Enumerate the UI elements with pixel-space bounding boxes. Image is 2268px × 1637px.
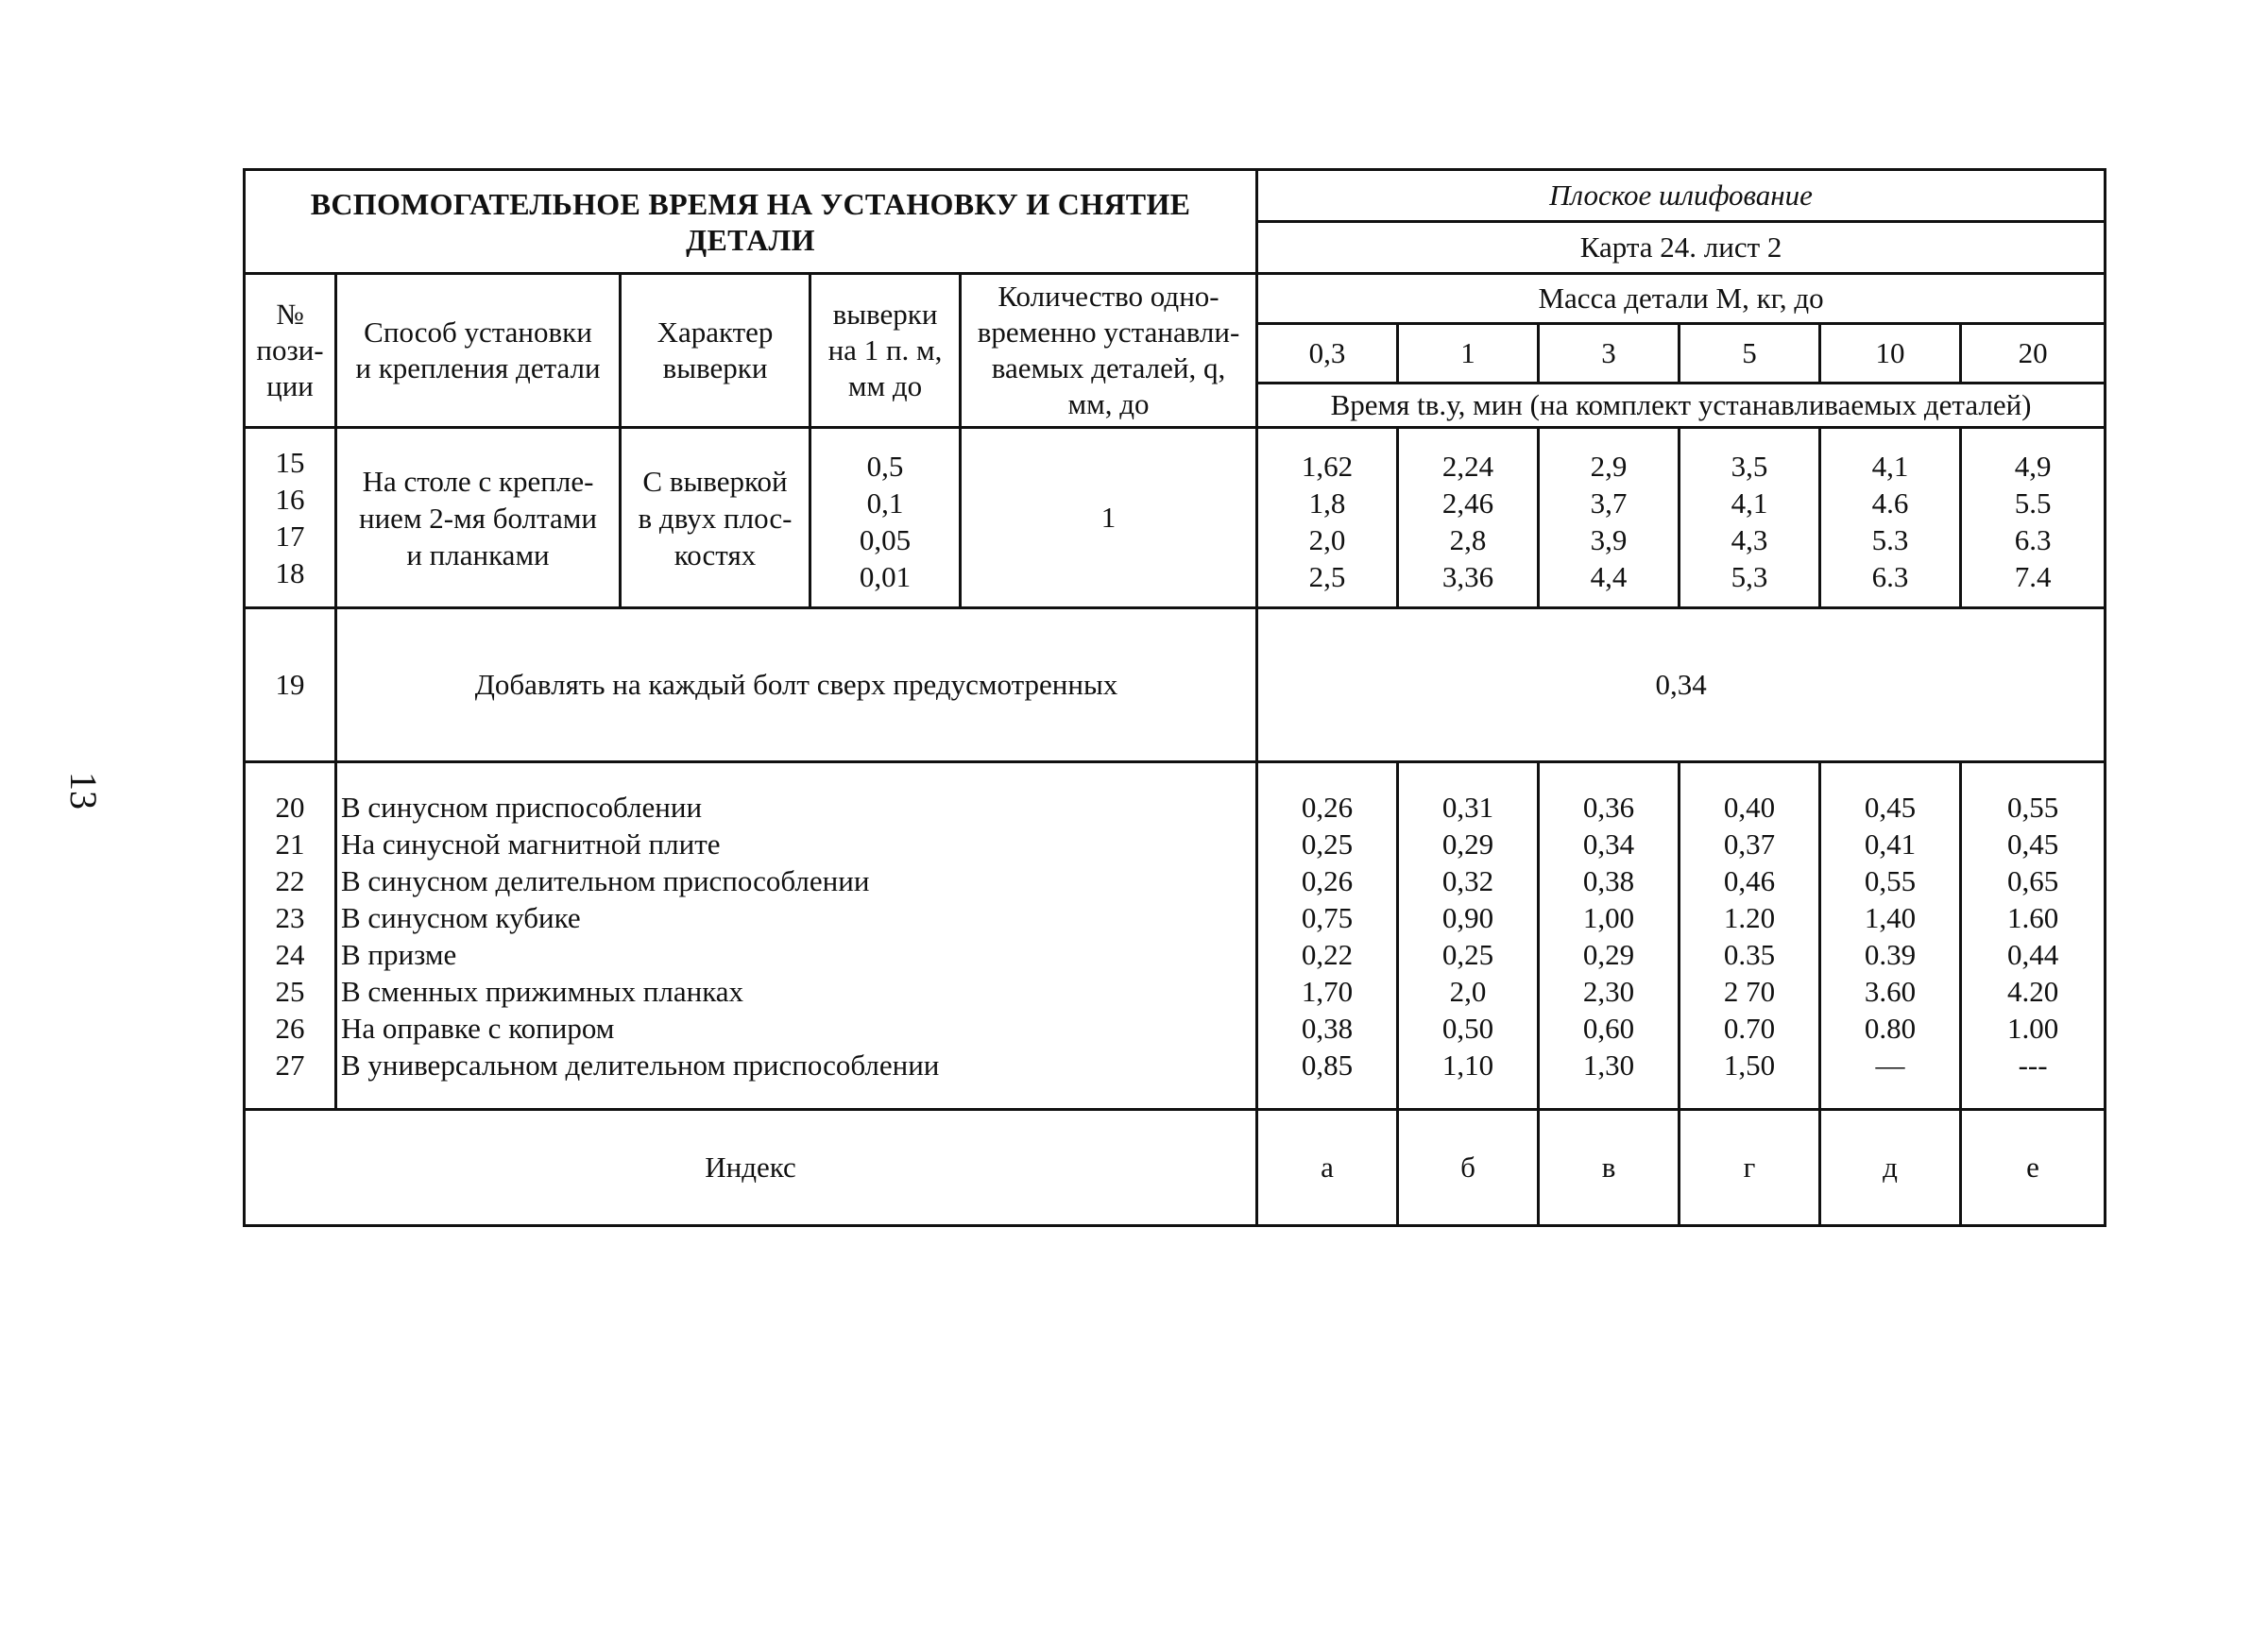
time-value: 0,45 xyxy=(1864,790,1917,824)
time-cell xyxy=(1257,762,1398,1110)
time-value: 0,60 xyxy=(1582,1011,1635,1045)
time-value: 0,29 xyxy=(1582,937,1635,971)
method-line: В сменных прижимных планках xyxy=(341,974,744,1008)
time-cell xyxy=(1539,762,1680,1110)
index-letter: е xyxy=(1961,1110,2106,1226)
time-value: 0,90 xyxy=(1441,900,1494,934)
time-value: 3,7 xyxy=(1590,486,1628,520)
time-value: 0,46 xyxy=(1723,863,1776,897)
time-value: 6.3 xyxy=(1871,560,1909,593)
time-value: 2 70 xyxy=(1723,974,1776,1008)
time-cell xyxy=(1680,428,1820,608)
time-value: 0,22 xyxy=(1301,937,1354,971)
col-quantity-line: временно устанавли- xyxy=(977,315,1240,349)
position-number: 20 xyxy=(275,790,305,824)
alignment-cell xyxy=(810,428,961,608)
col-quantity-line: Количество одно- xyxy=(998,280,1219,313)
time-value: 2,5 xyxy=(1308,560,1346,593)
time-value: 3,36 xyxy=(1441,560,1494,593)
position-number: 17 xyxy=(275,520,305,553)
mass-value: 20 xyxy=(1961,324,2106,384)
time-value: 1,62 xyxy=(1301,450,1354,483)
time-value: 0,26 xyxy=(1301,790,1354,824)
position-number: 27 xyxy=(275,1048,305,1082)
time-value: 0,55 xyxy=(1864,863,1917,897)
time-value: 5,3 xyxy=(1731,560,1768,593)
time-value: 0,55 xyxy=(2006,790,2059,824)
character-line: С выверкой xyxy=(642,464,788,498)
time-value: 2,0 xyxy=(1449,974,1487,1008)
time-value: 0,29 xyxy=(1441,827,1494,861)
method-cell xyxy=(336,428,621,608)
position-number: 15 xyxy=(275,446,305,479)
time-value: 4.20 xyxy=(2006,974,2059,1008)
col-alignment-line: на 1 п. м, xyxy=(827,333,943,367)
time-cell xyxy=(1398,428,1539,608)
time-cell xyxy=(1961,428,2106,608)
table-row xyxy=(245,428,2106,608)
time-value: 2,8 xyxy=(1449,523,1487,556)
time-value: 0,36 xyxy=(1582,790,1635,824)
position-number: 23 xyxy=(275,900,305,934)
time-value: 3.60 xyxy=(1864,974,1917,1008)
time-cell xyxy=(1257,428,1398,608)
card-number: Карта 24. лист 2 xyxy=(1257,222,2106,274)
time-value: 0.39 xyxy=(1864,937,1917,971)
position-number: 22 xyxy=(275,863,305,897)
index-letter: г xyxy=(1680,1110,1820,1226)
time-value: 7.4 xyxy=(2014,560,2052,593)
time-value: 4.6 xyxy=(1871,486,1909,520)
time-cell xyxy=(1961,762,2106,1110)
time-value: 1,40 xyxy=(1864,900,1917,934)
time-value: 0.80 xyxy=(1864,1011,1917,1045)
time-value: 4,1 xyxy=(1731,486,1768,520)
method-line: В универсальном делительном приспособлении xyxy=(341,1048,940,1082)
time-value: 0,25 xyxy=(1441,937,1494,971)
character-line: в двух плос- xyxy=(638,501,793,535)
col-character-header xyxy=(621,274,810,428)
time-value: 1,30 xyxy=(1582,1048,1635,1082)
character-line: костях xyxy=(674,537,757,571)
alignment-value: 0,5 xyxy=(866,450,904,483)
time-cell xyxy=(1398,762,1539,1110)
time-cell xyxy=(1680,762,1820,1110)
index-label: Индекс xyxy=(245,1110,1257,1226)
index-letter: а xyxy=(1257,1110,1398,1226)
methods-cell xyxy=(336,762,1257,1110)
time-cell xyxy=(1820,428,1961,608)
mass-value: 0,3 xyxy=(1257,324,1398,384)
time-value: 5.5 xyxy=(2014,486,2052,520)
time-value: 5.3 xyxy=(1871,523,1909,556)
col-quantity-line: ваемых деталей, q, xyxy=(991,351,1226,384)
alignment-value: 0,05 xyxy=(859,523,912,556)
index-row xyxy=(245,1110,2106,1226)
time-value: 1,10 xyxy=(1441,1048,1494,1082)
section-title: Плоское шлифование xyxy=(1257,170,2106,222)
time-value: 0.35 xyxy=(1723,937,1776,971)
position-number: 25 xyxy=(275,974,305,1008)
time-value: 2,30 xyxy=(1582,974,1635,1008)
col-position-line: пози- xyxy=(256,333,324,367)
method-text: Добавлять на каждый болт сверх предусмотренных xyxy=(336,608,1257,762)
method-line: На оправке с копиром xyxy=(341,1011,615,1045)
time-value: 2,9 xyxy=(1590,450,1628,483)
time-value: 1.60 xyxy=(2006,900,2059,934)
col-alignment-header xyxy=(810,274,961,428)
col-position-line: ции xyxy=(266,369,314,402)
time-value: 0,75 xyxy=(1301,900,1354,934)
table-title: ВСПОМОГАТЕЛЬНОЕ ВРЕМЯ НА УСТАНОВКУ И СНЯТИЕ ДЕТАЛИ xyxy=(245,170,1257,274)
method-line: На синусной магнитной плите xyxy=(341,827,721,861)
col-method-header xyxy=(336,274,621,428)
col-character-line: выверки xyxy=(662,351,768,384)
col-character-line: Характер xyxy=(657,315,774,349)
time-value: 0.70 xyxy=(1723,1011,1776,1045)
method-line: В синусном кубике xyxy=(341,900,581,934)
col-position-header xyxy=(245,274,336,428)
table-row xyxy=(245,762,2106,1110)
position-number: 26 xyxy=(275,1011,305,1045)
time-value: 0,37 xyxy=(1723,827,1776,861)
title-row xyxy=(245,170,2106,222)
positions-cell xyxy=(245,762,336,1110)
method-line: На столе с крепле- xyxy=(362,464,594,498)
time-value: 1.00 xyxy=(2006,1011,2059,1045)
col-method-line: и крепления детали xyxy=(355,351,601,384)
time-value: 0,44 xyxy=(2006,937,2059,971)
time-value: 0,40 xyxy=(1723,790,1776,824)
position-number: 19 xyxy=(245,608,336,762)
time-value: 0,32 xyxy=(1441,863,1494,897)
time-value: — xyxy=(1875,1048,1905,1082)
page-number: 13 xyxy=(62,772,105,810)
time-header: Время tв.у, мин (на комплект устанавливаемых деталей) xyxy=(1257,384,2106,428)
alignment-value: 0,1 xyxy=(866,486,904,520)
time-value: 0,85 xyxy=(1301,1048,1354,1082)
norm-table xyxy=(243,168,2106,1227)
time-value: 0,41 xyxy=(1864,827,1917,861)
method-line: В синусном делительном приспособлении xyxy=(341,863,870,897)
positions-cell xyxy=(245,428,336,608)
index-letter: д xyxy=(1820,1110,1961,1226)
position-number: 18 xyxy=(275,556,305,589)
time-value: 1,70 xyxy=(1301,974,1354,1008)
time-value: 2,24 xyxy=(1441,450,1494,483)
time-cell xyxy=(1539,428,1680,608)
mass-value: 10 xyxy=(1820,324,1961,384)
time-value: 4,9 xyxy=(2014,450,2052,483)
time-value: 0,38 xyxy=(1582,863,1635,897)
character-cell xyxy=(621,428,810,608)
time-value: 0,31 xyxy=(1441,790,1494,824)
position-number: 16 xyxy=(275,483,305,516)
col-alignment-line: мм до xyxy=(847,369,923,402)
time-value: 0,50 xyxy=(1441,1011,1494,1045)
method-line: и планками xyxy=(406,537,550,571)
time-value: 0,38 xyxy=(1301,1011,1354,1045)
time-value: 1.20 xyxy=(1723,900,1776,934)
col-quantity-header xyxy=(961,274,1257,428)
time-value: 4,1 xyxy=(1871,450,1909,483)
col-method-line: Способ установки xyxy=(364,315,592,349)
method-line: В синусном приспособлении xyxy=(341,790,703,824)
mass-header: Масса детали М, кг, до xyxy=(1257,274,2106,324)
alignment-value: 0,01 xyxy=(859,560,912,593)
time-value: 0,34 xyxy=(1257,608,2106,762)
col-quantity-line: мм, до xyxy=(1067,387,1150,420)
time-value: --- xyxy=(2018,1048,2048,1082)
mass-value: 1 xyxy=(1398,324,1539,384)
index-letter: б xyxy=(1398,1110,1539,1226)
time-value: 0,25 xyxy=(1301,827,1354,861)
table-row xyxy=(245,608,2106,762)
col-position-line: № xyxy=(276,298,304,331)
header-row xyxy=(245,274,2106,324)
time-value: 6.3 xyxy=(2014,523,2052,556)
time-value: 2,0 xyxy=(1308,523,1346,556)
time-value: 3,5 xyxy=(1731,450,1768,483)
time-value: 0,45 xyxy=(2006,827,2059,861)
time-value: 1,50 xyxy=(1723,1048,1776,1082)
col-alignment-line: выверки xyxy=(832,298,938,331)
position-number: 21 xyxy=(275,827,305,861)
mass-value: 3 xyxy=(1539,324,1680,384)
time-value: 4,3 xyxy=(1731,523,1768,556)
mass-value: 5 xyxy=(1680,324,1820,384)
time-value: 0,65 xyxy=(2006,863,2059,897)
quantity-cell: 1 xyxy=(961,428,1257,608)
time-value: 0,34 xyxy=(1582,827,1635,861)
time-value: 1,00 xyxy=(1582,900,1635,934)
time-cell xyxy=(1820,762,1961,1110)
time-value: 2,46 xyxy=(1441,486,1494,520)
position-number: 24 xyxy=(275,937,305,971)
time-value: 0,26 xyxy=(1301,863,1354,897)
time-value: 3,9 xyxy=(1590,523,1628,556)
time-value: 1,8 xyxy=(1308,486,1346,520)
method-line: В призме xyxy=(341,937,457,971)
method-line: нием 2-мя болтами xyxy=(359,501,597,535)
time-value: 4,4 xyxy=(1590,560,1628,593)
index-letter: в xyxy=(1539,1110,1680,1226)
